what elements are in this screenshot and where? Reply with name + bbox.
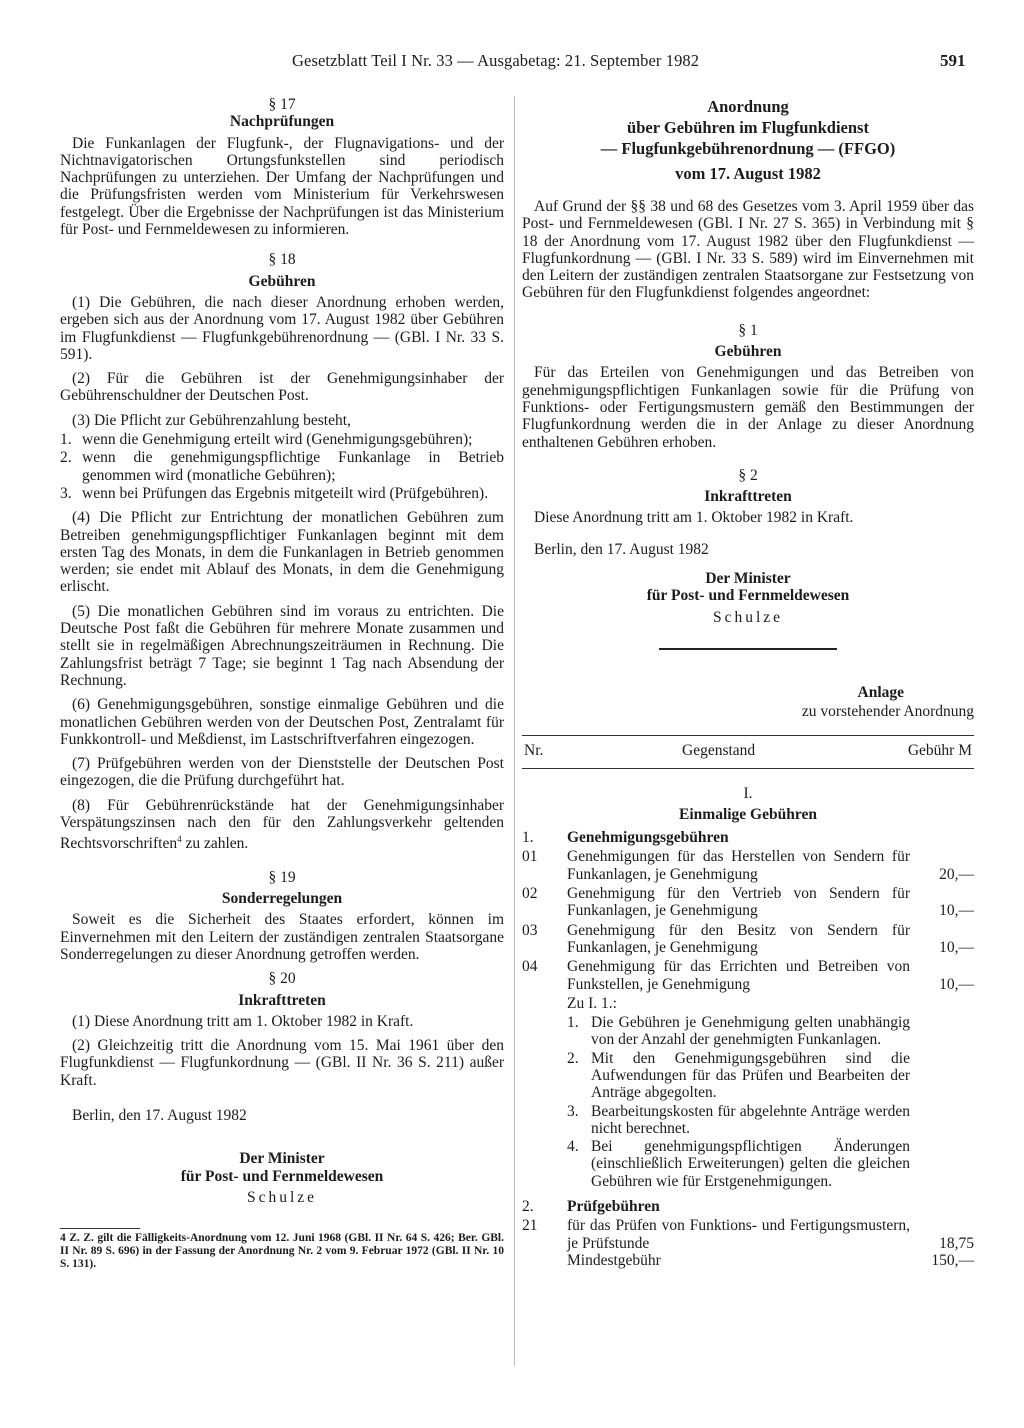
- table-row: 01 Genehmigungen für das Herstellen von Sendern für Funkanlagen, je Genehmigung 20,—: [522, 848, 974, 883]
- section-18-number: § 18: [268, 251, 296, 269]
- s18-para-4: (4) Die Pflicht zur Entrichtung der monatlichen Gebühren zum Betreiben genehmigungspflichtiger Funkanlagen beginnt mit dem ersten Tag des Monats, in dem die Funkanlagen in Betrieb genommen werden; sie endet mit Ablauf des Monats, in dem die Genehmigung erlischt.: [60, 509, 504, 596]
- table-header-rule: [522, 768, 974, 769]
- signature-title: Der Minister: [239, 1150, 325, 1168]
- s18-para-7: (7) Prüfgebühren werden von der Dienststelle der Deutschen Post eingezogen, die die Prüfung durchgeführt hat.: [60, 755, 504, 790]
- part-title: Einmalige Gebühren: [679, 805, 817, 823]
- page-number: 591: [940, 51, 966, 70]
- table-row: Mindestgebühr 150,—: [567, 1251, 974, 1269]
- signature-name: Schulze: [246, 1188, 318, 1206]
- note-item: 2. Mit den Genehmigungsgebühren sind die Aufwendungen für das Prüfen und Bearbeiten der Anträge abgegolten.: [567, 1049, 910, 1102]
- note-item: 3. Bearbeitungskosten für abgelehnte Anträge werden nicht berechnet.: [567, 1102, 910, 1137]
- section-20-heading: Inkrafttreten: [238, 991, 326, 1009]
- section-17-text: Die Funkanlagen der Flugfunk-, der Flugnavigations- und der Nichtnavigatorischen Ortungsfunkstellen sind periodisch Nachprüfungen zu unterziehen. Der Umfang der Nachprüfungen und die Prüfungsfristen werden vom Ministerium für Verkehrswesen festgelegt. Über die Ergebnisse der Nachprüfungen ist das Ministerium für Post- und Fernmeldewesen zu informieren.: [60, 134, 504, 239]
- signature-name: Schulze: [712, 608, 784, 626]
- s18-para-6: (6) Genehmigungsgebühren, sonstige einmalige Gebühren und die monatlichen Gebühren werden von der Deutschen Post, Zentralamt für Funkkontroll- und Meßdienst, im Lastschriftverfahren eingezogen.: [60, 696, 504, 748]
- footnote-rule: [60, 1228, 140, 1229]
- running-header: [0, 52, 1024, 74]
- table-row: 21 für das Prüfen von Funktions- und Fertigungsmustern, je Prüfstunde 18,75: [522, 1217, 974, 1252]
- section-18-heading: Gebühren: [248, 272, 316, 290]
- place-date: Berlin, den 17. August 1982: [534, 540, 709, 558]
- table-header: [522, 742, 974, 764]
- section-1-heading: Gebühren: [714, 343, 782, 361]
- column-divider: [514, 96, 515, 1366]
- table-group-row: 2. Prüfgebühren: [522, 1198, 660, 1216]
- ordinance-title: Anordnung: [707, 97, 789, 116]
- list-item: 1. wenn die Genehmigung erteilt wird (Genehmigungsgebühren);: [60, 431, 473, 449]
- notes-block: [567, 995, 974, 1190]
- preamble: Auf Grund der §§ 38 und 68 des Gesetzes vom 3. April 1959 über das Post- und Fernmeldewesen (GBl. I Nr. 27 S. 365) in Verbindung mit § 18 der Anordnung vom 17. August 1982 über den Flugfunkdienst — Flugfunkordnung — (GBl. I Nr. 33 S. 589) wird im Einvernehmen mit den Leitern der zuständigen zentralen Staatsorgane zur Festsetzung von Gebühren für den Flugfunkdienst folgendes angeordnet:: [522, 198, 974, 302]
- footnote-ref: 4: [177, 834, 182, 845]
- s18-para-3: (3) Die Pflicht zur Gebührenzahlung besteht,: [72, 411, 351, 429]
- column-header-subject: Gegenstand: [682, 741, 756, 759]
- signature-rule: [659, 648, 837, 650]
- part-number: I.: [743, 784, 753, 802]
- section-1-text: Für das Erteilen von Genehmigungen und das Betreiben von genehmigungspflichtigen Funkanlagen sowie für die Prüfung von Funktions- oder Fertigungsmustern gemäß den Bestimmungen der Flugfunkordnung werden die in der Anlage zu dieser Anordnung enthaltenen Gebühren erhoben.: [522, 364, 974, 451]
- list-item: 3. wenn bei Prüfungen das Ergebnis mitgeteilt wird (Prüfgebühren).: [60, 484, 489, 502]
- signature-ministry: für Post- und Fernmeldewesen: [180, 1167, 384, 1185]
- section-20-number: § 20: [268, 970, 296, 988]
- section-19-number: § 19: [268, 868, 296, 886]
- s18-para-1: (1) Die Gebühren, die nach dieser Anordnung erhoben werden, ergeben sich aus der Anordnung vom 17. August 1982 über Gebühren im Flugfunkdienst — Flugfunkgebührenordnung — (GBl. I Nr. 33 S. 591).: [60, 293, 504, 363]
- gazette-title: Gesetzblatt Teil I Nr. 33 — Ausgabetag: 21. September 1982: [292, 51, 700, 70]
- annex-subtitle: zu vorstehender Anordnung: [801, 703, 974, 721]
- section-2-number: § 2: [738, 466, 758, 484]
- section-1-number: § 1: [738, 321, 758, 339]
- signature-title: Der Minister: [705, 570, 791, 588]
- notes-title: Zu I. 1.:: [567, 994, 617, 1012]
- section-19-text: Soweit es die Sicherheit des Staates erfordert, können im Einvernehmen mit den Leitern der zuständigen zentralen Staatsorgane Sonderregelungen zu dieser Anordnung getroffen werden.: [60, 911, 504, 963]
- section-17-heading: Nachprüfungen: [229, 113, 335, 131]
- s18-enumeration: [60, 431, 504, 502]
- section-2-heading: Inkrafttreten: [704, 488, 792, 506]
- s18-para-8: (8) Für Gebührenrückstände hat der Genehmigungsinhaber Verspätungszinsen nach den für den Zahlungsverkehr geltenden Rechtsvorschriften$^4$ zu zahlen.: [60, 796, 504, 853]
- signature-ministry: für Post- und Fernmeldewesen: [646, 587, 850, 605]
- s20-para-1: (1) Diese Anordnung tritt am 1. Oktober 1982 in Kraft.: [72, 1012, 414, 1030]
- section-17-number: § 17: [268, 96, 296, 113]
- column-header-nr: Nr.: [524, 741, 544, 759]
- s18-para-2: (2) Für die Gebühren ist der Genehmigungsinhaber der Gebührenschuldner der Deutschen Post.: [60, 370, 504, 405]
- table-row: 04 Genehmigung für das Errichten und Betreiben von Funkstellen, je Genehmigung 10,—: [522, 958, 974, 993]
- section-2-text: Diese Anordnung tritt am 1. Oktober 1982 in Kraft.: [534, 509, 854, 527]
- right-column: [522, 96, 974, 1269]
- list-item: 2. wenn die genehmigungspflichtige Funkanlage in Betrieb genommen wird (monatliche Gebühren);: [60, 449, 504, 484]
- table-row: 02 Genehmigung für den Vertrieb von Sendern für Funkanlagen, je Genehmigung 10,—: [522, 885, 974, 920]
- table-row: 03 Genehmigung für den Besitz von Sendern für Funkanlagen, je Genehmigung 10,—: [522, 921, 974, 956]
- s18-para-5: (5) Die monatlichen Gebühren sind im voraus zu entrichten. Die Deutsche Post faßt die Gebühren für mehrere Monate zusammen und stellt sie in regelmäßigen Abrechnungszeiträumen in Rechnung. Die Zahlungsfrist beträgt 7 Tage; sie beginnt 1 Tag nach Absendung der Rechnung.: [60, 602, 504, 689]
- left-column: [60, 96, 504, 1271]
- note-item: 4. Bei genehmigungspflichtigen Änderungen (einschließlich Erweiterungen) gelten die gleichen Gebühren wie für Erstgenehmigungen.: [567, 1138, 910, 1190]
- table-group-row: 1. Genehmigungsgebühren: [522, 829, 729, 847]
- section-19-heading: Sonderregelungen: [221, 890, 343, 908]
- annex-title: Anlage: [857, 683, 904, 701]
- s20-para-2: (2) Gleichzeitig tritt die Anordnung vom 15. Mai 1961 über den Flugfunkdienst — Flugfunkordnung — (GBl. II Nr. 36 S. 211) außer Kraft.: [60, 1037, 504, 1089]
- place-date: Berlin, den 17. August 1982: [72, 1107, 247, 1124]
- table-top-rule: [522, 735, 974, 736]
- footnote: 4 Z. Z. gilt die Fälligkeits-Anordnung vom 12. Juni 1968 (GBl. II Nr. 64 S. 426; Ber. GBl. II Nr. 89 S. 696) in der Fassung der Anordnung Nr. 2 vom 9. Februar 1972 (GBl. II Nr. 10 S. 131).: [60, 1232, 504, 1271]
- ordinance-date: vom 17. August 1982: [675, 164, 821, 183]
- column-header-fee: Gebühr M: [907, 741, 972, 759]
- ordinance-subject: über Gebühren im Flugfunkdienst: [627, 118, 869, 137]
- ordinance-short-title: — Flugfunkgebührenordnung — (FFGO): [600, 139, 896, 158]
- note-item: 1. Die Gebühren je Genehmigung gelten unabhängig von der Anzahl der genehmigten Funkanlagen.: [567, 1014, 910, 1049]
